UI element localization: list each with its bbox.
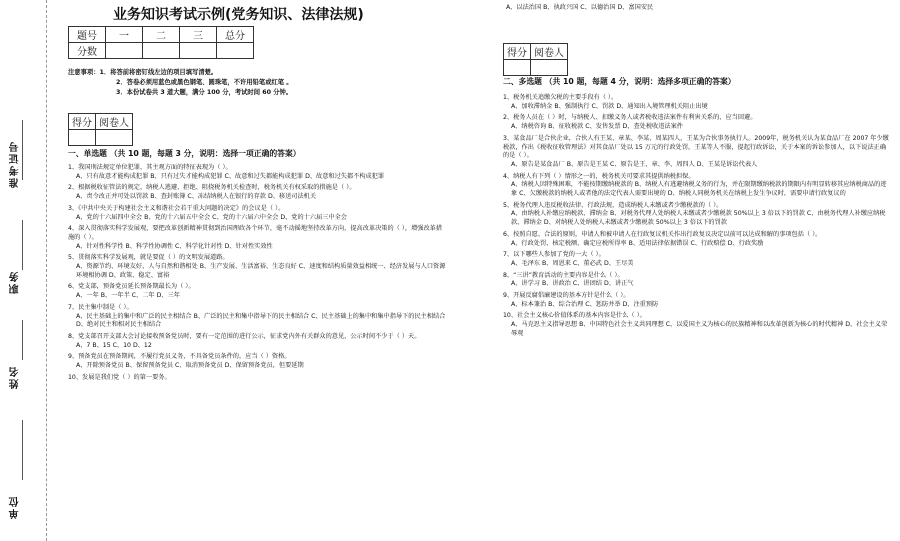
question-options: A、标本兼治 B、综合治理 C、惩防并举 D、注重预防: [511, 300, 659, 308]
grader-box: [503, 43, 568, 76]
question-options: A、责令改正并可处以罚款 B、查封账簿 C、冻结纳税人在银行的存款 D、移送司法机关: [76, 193, 317, 201]
grader-box: [68, 113, 133, 146]
fill-line: [22, 320, 23, 360]
notes: [68, 68, 438, 98]
question-stem: 2、根据税收征管法的规定，纳税人逃避、拒绝、阻挠税务机关检查时，税务机关有权采取的措施是（ ）。: [68, 184, 356, 192]
score-cell: 分数: [69, 43, 106, 59]
exam-number-label: 准考证号: [10, 140, 21, 188]
score-table-value-row: [69, 43, 254, 59]
question-item: [68, 304, 448, 330]
score-table-header-row: [69, 27, 254, 43]
question-stem: 7、民主集中制是（ ）。: [68, 303, 133, 311]
notes-label: 注意事项：: [68, 69, 100, 76]
score-cell: 题号: [69, 27, 106, 43]
fill-line: [22, 220, 23, 270]
score-cell[interactable]: [143, 43, 180, 59]
question-options: A、民主基础上的集中和广泛的民主相结合 B、广泛的民主和集中指导下的民主相结合 C、民主基础上的集中和集中指导下的民主相结合 D、绝对民主和相对民主相结合: [76, 312, 446, 329]
question-stem: 8、党支部召开支部大会讨论接收预备党员时，要有一定范围的进行公示，征求党内外有关群众的意见，公示时间不少于（ ）天。: [68, 332, 421, 340]
question-options: A、原告是某食品厂 B、原告是王某 C、原告是王、章、李、周四人 D、王某是诉讼代表人: [511, 160, 758, 168]
binding-margin: [0, 0, 47, 541]
grader-score-label: 得分: [69, 114, 96, 130]
question-stem: 4、深入贯彻落实科学发展观，要把改革创新精神贯彻到治国理政各个环节，毫不动摇地坚持改革方向，提高改革决策的（ ），增强改革措施的（ ）。: [68, 225, 443, 241]
score-cell[interactable]: [180, 43, 217, 59]
question-item: [503, 114, 891, 131]
question-stem: 1、我国刑法规定单位犯罪，其主观方面的特征表现为（ ）。: [68, 164, 232, 171]
section1-heading: 一、单选题 （共 10 题，每题 3 分，说明：选择一项正确的答案）: [68, 149, 301, 158]
score-cell: 二: [143, 27, 180, 43]
grader-reviewer-cell[interactable]: [531, 60, 568, 76]
unit-label: 单位: [10, 495, 21, 519]
grader-reviewer-label: 阅卷人: [531, 44, 568, 60]
question-stem: 7、以下哪些人参加了党的一大（ ）。: [503, 251, 605, 259]
grader-score-cell[interactable]: [504, 60, 531, 76]
question-item: [503, 135, 891, 170]
question-item: [68, 333, 448, 350]
question-stem: 5、税务代理人违反税收法律、行政法规，造成纳税人未缴或者少缴税款的（ ）。: [503, 201, 723, 209]
question-options: A、纳税人因特殊困难，不能按期缴纳税款的 B、纳税人有逃避纳税义务的行为，并在限期缴纳税款的期限内有明显转移其应纳税商品的迹象 C、欠缴税款的纳税人或者他的法定代表人需要出境的 D、纳税人同税务机关在纳税上发生争议时，需要申请行政复议的: [511, 181, 887, 198]
grader-score-label: 得分: [504, 44, 531, 60]
question-stem: 10、发展是我们党（ ）的第一要务。: [68, 373, 171, 381]
question-item: [68, 374, 448, 383]
question-item: [68, 254, 448, 280]
question-stem: 3、《中共中央关于构建社会主义和谐社会若干重大问题的决定》的会议是（ ）。: [68, 204, 285, 212]
note-item: 3．本份试卷共 3 道大题，满分 100 分，考试时间 60 分钟。: [116, 89, 293, 96]
grader-reviewer-cell[interactable]: [96, 130, 133, 146]
question-options: A、资源节约、环境友好，人与自然和谐相处 B、生产发展、生活富裕、生态良好 C、速度和结构质量效益相统一、经济发展与人口资源环境相协调 D、政策、稳定、富裕: [76, 263, 446, 279]
score-cell: 三: [180, 27, 217, 43]
grader-score-cell[interactable]: [69, 130, 96, 146]
score-table: [68, 26, 254, 59]
question-stem: 8、“三讲”教育活动的主要内容是什么（ ）。: [503, 271, 624, 279]
question-stem: 9、预备党员在预备期间，不履行党员义务，不具备党员条件的，应当（ ）资格。: [68, 353, 291, 361]
score-cell[interactable]: [106, 43, 143, 59]
question-item: [503, 251, 891, 268]
question-options: A、7 B、15 C、10 D、12: [76, 341, 152, 349]
question-options: A、马克思主义指导思想 B、中国特色社会主义共同理想 C、以爱国主义为核心的民族精神和以改革创新为核心的时代精神 D、社会主义荣辱观: [511, 321, 888, 337]
position-label: 职务: [10, 270, 21, 294]
question-item: [503, 292, 891, 309]
question-item: [503, 94, 891, 111]
question-item: [68, 225, 448, 251]
section2-heading: 二、多选题 （共 10 题，每题 4 分，说明：选择多项正确的答案）: [503, 77, 736, 86]
name-label: 姓名: [10, 365, 21, 389]
section1-q10-options: A、以法治国 B、执政兴国 C、以德治国 D、富国安民: [506, 4, 654, 11]
score-cell: 总分: [217, 27, 254, 43]
question-options: A、行政处罚、核定税额、确定应税所得率 B、适用法律依据错误 C、行政赔偿 D、行政奖励: [511, 239, 764, 247]
note-item: 1．将答前将密钉线左边的项目填写清楚。: [99, 69, 218, 76]
question-options: A、针对性科学性 B、科学性协调性 C、科学化针对性 D、针对性实效性: [76, 242, 273, 250]
question-item: [68, 205, 448, 222]
question-item: [503, 312, 891, 338]
question-options: A、只有故意才能构成犯罪 B、只有过失才能构成犯罪 C、故意和过失都能构成犯罪 D、故意和过失都不构成犯罪: [76, 172, 385, 180]
question-options: A、开除预备党员 B、保留预备党员 C、取消预备党员 D、保留预备党员，但要延期: [76, 362, 304, 370]
question-options: A、讲学习 B、讲政治 C、讲团结 D、讲正气: [511, 280, 634, 288]
question-stem: 5、贯彻落实科学发展观，就是要促（ ）的文明发展道路。: [68, 254, 229, 262]
score-cell: 一: [106, 27, 143, 43]
question-stem: 6、党支部，预备党员延长预备期最长为（ ）。: [68, 283, 195, 291]
question-options: A、毛泽东 B、周恩来 C、董必武 D、王尽美: [511, 259, 634, 267]
question-item: [68, 283, 448, 300]
score-cell[interactable]: [217, 43, 254, 59]
question-options: A、一年 B、一年半 C、二年 D、三年: [76, 292, 180, 300]
question-item: [503, 173, 891, 199]
question-item: [503, 202, 891, 228]
question-stem: 2、税务人员在（ ）时，与纳税人、扣缴义务人或者税收违法案件有利害关系的，应当回避。: [503, 114, 757, 122]
question-stem: 4、纳税人有下列（ ）情形之一的，税务机关可要求其提供纳税担保。: [503, 172, 695, 180]
question-item: [68, 353, 448, 370]
question-options: A、由纳税人补缴应纳税款、滞纳金 B、对税务代理人处纳税人未缴或者少缴税款 50%以上 3 倍以下的罚款 C、由税务代理人补缴应纳税款、滞纳金 D、对纳税人处纳税人未缴或者少缴税款 50%以上 3 倍以下的罚款: [511, 210, 886, 227]
question-stem: 3、某食品厂是合伙企业，合伙人有王某、章某、李某、周某四人，王某为合伙事务执行人。2009年，税务机关认为某食品厂在 2007 年少缴税款，作出《税收征收管理法》对其食品厂处以 15 万元的行政处罚，王某等人不服，提起行政诉讼，关于本案的诉讼参加人，以下说法正确的是（ ）。: [503, 134, 889, 160]
question-item: [503, 272, 891, 289]
question-stem: 6、按照自愿、合法的原则，申请人和被申请人在行政复议机关作出行政复议决定以前可以达成和解的事项包括（ ）。: [503, 230, 822, 238]
section1-questions: [68, 164, 448, 382]
question-options: A、党的十六届四中全会 B、党的十六届五中全会 C、党的十六届六中全会 D、党的十六届三中全会: [76, 213, 347, 221]
question-stem: 1、税务机关追缴欠税的主要手段有（ ）。: [503, 94, 618, 101]
page-title: 业务知识考试示例(党务知识、法律法规): [113, 7, 364, 23]
section2-questions: [503, 94, 891, 339]
question-stem: 10、社会主义核心价值体系的基本内容是什么（ ）。: [503, 312, 646, 320]
fill-line: [22, 420, 23, 480]
question-item: [68, 164, 448, 181]
question-item: [503, 231, 891, 248]
note-item: 2．答卷必须用蓝色或黑色钢笔、圆珠笔，不许用铅笔或红笔 。: [116, 79, 293, 86]
question-options: A、纳税咨询 B、征收税款 C、发售发票 D、查处税收违法案件: [511, 123, 683, 131]
question-stem: 9、开展反腐倡廉建设的基本方针是什么（ ）。: [503, 292, 630, 300]
grader-reviewer-label: 阅卷人: [96, 114, 133, 130]
question-item: [68, 184, 448, 201]
question-options: A、加收滞纳金 B、强制执行 C、罚款 D、通知出入境管理机关阻止出境: [511, 102, 708, 110]
